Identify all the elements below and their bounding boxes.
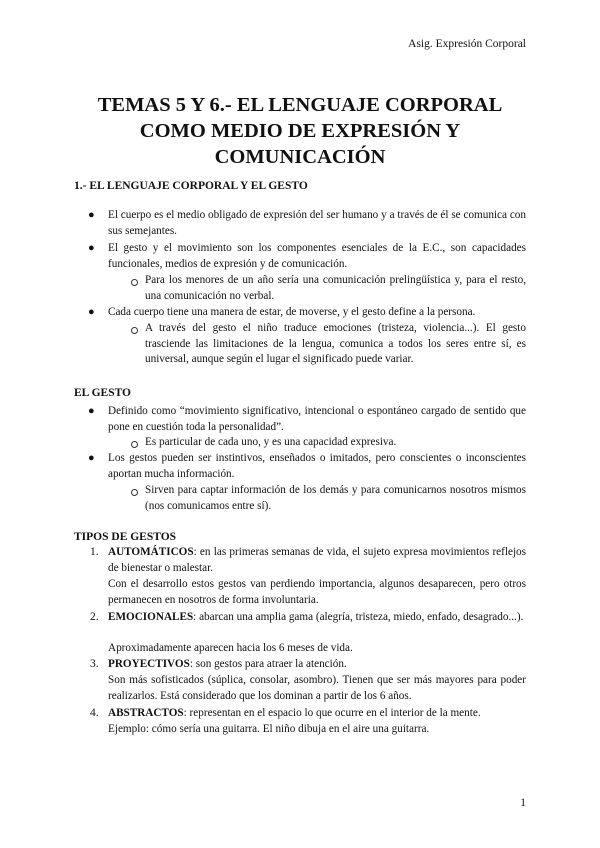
list-item [108,545,526,576]
bullet-icon: ● [88,452,95,464]
term: PROYECTIVOS [108,658,190,670]
list-item [108,657,526,673]
sub-bullet-icon [131,441,138,448]
page-title [0,92,600,170]
list-item-extra: Ejemplo: cómo sería una guitarra. El niño dibuja en el aire una guitarra. [108,723,430,735]
list-item [108,610,526,626]
list-item: Sirven para captar información de los demás y para comunicarnos nosotros mismos (nos comunicamos entre sí). [145,484,526,512]
bullet-icon: ● [88,242,95,254]
section-heading: 1.- EL LENGUAJE CORPORAL Y EL GESTO [74,180,308,192]
definition: : son gestos para atraer la atención. [189,658,347,670]
definition: : en las primeras semanas de vida, el sujeto expresa movimientos reflejos de bienestar o malestar. [108,546,526,574]
list-item-extra: Son más sofisticados (súplica, consolar, asombro). Tienen que ser más mayores para poder realizarlos. Está considerado que los dominan a partir de los 6 años. [108,674,526,702]
definition: : representan en el espacio lo que ocurre en el interior de la mente. [183,707,481,719]
section-heading: TIPOS DE GESTOS [74,531,177,543]
term: EMOCIONALES [108,611,194,623]
sub-bullet-icon [131,327,138,334]
list-number: 4. [90,707,99,719]
bullet-icon: ● [88,405,95,417]
list-item: Es particular de cada uno, y es una capacidad expresiva. [145,436,397,448]
sub-bullet-icon [131,489,138,496]
definition: : abarcan una amplia gama (alegría, tristeza, miedo, enfado, desagrado...). [193,611,524,623]
list-item: El gesto y el movimiento son los componentes esenciales de la E.C., son capacidades funcionales, medios de expresión y de comunicación. [108,242,526,270]
page-header: Asig. Expresión Corporal [408,38,526,50]
term: AUTOMÁTICOS [108,546,194,558]
list-item: Los gestos pueden ser instintivos, enseñados o imitados, pero conscientes o inconscientes aportan mucha información. [108,452,526,480]
list-number: 2. [90,611,99,623]
bullet-icon: ● [88,209,95,221]
list-item-extra: Aproximadamente aparecen hacia los 6 meses de vida. [108,642,353,654]
bullet-icon: ● [88,306,95,318]
list-item [108,706,526,722]
title-line: COMUNICACIÓN [214,146,386,168]
list-number: 3. [90,658,99,670]
page-number: 1 [520,797,526,809]
term: ABSTRACTOS [108,707,184,719]
title-line: TEMAS 5 Y 6.- EL LENGUAJE CORPORAL [97,94,503,116]
list-item: Definido como “movimiento significativo, intencional o espontáneo cargado de sentido que pone en cuestión toda la personalidad”. [108,405,526,433]
list-item: Para los menores de un año sería una comunicación prelingüística y, para el resto, una comunicación no verbal. [145,274,526,302]
title-line: COMO MEDIO DE EXPRESIÓN Y [139,120,461,142]
section-heading: EL GESTO [74,387,132,399]
list-number: 1. [90,546,99,558]
sub-bullet-icon [131,279,138,286]
list-item: A través del gesto el niño traduce emociones (tristeza, violencia...). El gesto trasciende las limitaciones de la lengua, comunica a todos los seres entre sí, es universal, aunque según el lugar el significado puede variar. [145,322,526,365]
list-item: El cuerpo es el medio obligado de expresión del ser humano y a través de él se comunica con sus semejantes. [108,209,526,237]
list-item-extra: Con el desarrollo estos gestos van perdiendo importancia, algunos desaparecen, pero otros permanecen en nosotros de forma involuntaria. [108,578,526,606]
list-item: Cada cuerpo tiene una manera de estar, de moverse, y el gesto define a la persona. [108,306,476,318]
